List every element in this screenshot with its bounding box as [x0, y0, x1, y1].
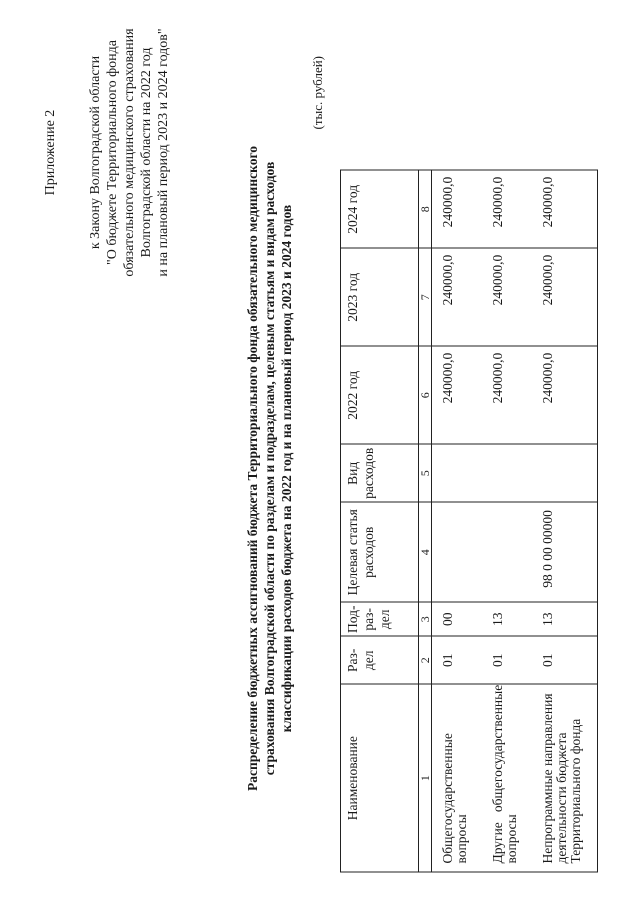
- column-number: 7: [419, 248, 432, 346]
- row-name: Общегосударственные вопросы: [432, 684, 482, 872]
- row-2024: 240000,0: [532, 170, 598, 248]
- row-2022: 240000,0: [432, 346, 482, 444]
- row-type: [532, 444, 598, 502]
- header-target: Целевая статья расходов: [341, 502, 419, 602]
- column-number: 5: [419, 444, 432, 502]
- row-target: [432, 502, 482, 602]
- row-target: [482, 502, 532, 602]
- unit-label: (тыс. рублей): [310, 55, 325, 130]
- header-2024: 2024 год: [341, 170, 419, 248]
- row-subsection: 13: [482, 602, 532, 636]
- column-number: 4: [419, 502, 432, 602]
- row-2023: 240000,0: [532, 248, 598, 346]
- header-type: Вид расходов: [341, 444, 419, 502]
- header-section: Раз- дел: [341, 636, 419, 684]
- appendix-line: и на плановый период 2023 и 2024 годов": [156, 28, 171, 277]
- row-2023: 240000,0: [482, 248, 532, 346]
- row-2022: 240000,0: [482, 346, 532, 444]
- appendix-line: Волгоградской области на 2022 год: [139, 47, 154, 258]
- row-subsection: 00: [432, 602, 482, 636]
- title-line: страхования Волгоградской области по разделам и подразделам, целевым статьям и видам расходов: [262, 161, 277, 776]
- appendix-line: обязательного медицинского страхования: [122, 28, 137, 277]
- appendix-line: "О бюджете Территориального фонда: [105, 40, 120, 265]
- column-number: 1: [419, 684, 432, 872]
- header-2023: 2023 год: [341, 248, 419, 346]
- row-2024: 240000,0: [432, 170, 482, 248]
- column-number: 3: [419, 602, 432, 636]
- row-name: Непрограммные направления деятельности бюджета Территориального фонда: [532, 684, 598, 872]
- row-target: 98 0 00 00000: [532, 502, 598, 602]
- column-number-row: [419, 170, 432, 872]
- row-name: Другие общегосударственные вопросы: [482, 684, 532, 872]
- row-section: 01: [482, 636, 532, 684]
- title-line: Распределение бюджетных ассигнований бюджета Территориального фонда обязательного медицинского: [245, 146, 260, 791]
- row-2023: 240000,0: [432, 248, 482, 346]
- row-type: [482, 444, 532, 502]
- column-number: 2: [419, 636, 432, 684]
- document-title: [244, 119, 295, 819]
- row-section: 01: [532, 636, 598, 684]
- table-row: [432, 170, 482, 872]
- budget-table: [340, 170, 598, 873]
- header-subsection: Под- раз- дел: [341, 602, 419, 636]
- appendix-header: [42, 3, 172, 303]
- column-number: 8: [419, 170, 432, 248]
- appendix-line: к Закону Волгоградской области: [88, 55, 103, 250]
- title-line: классификации расходов бюджета на 2022 год и на плановый период 2023 и 2024 годов: [279, 204, 294, 733]
- column-number: 6: [419, 346, 432, 444]
- row-type: [432, 444, 482, 502]
- table-row: [532, 170, 598, 872]
- row-subsection: 13: [532, 602, 598, 636]
- row-2022: 240000,0: [532, 346, 598, 444]
- row-section: 01: [432, 636, 482, 684]
- table-row: [482, 170, 532, 872]
- appendix-number: Приложение 2: [43, 109, 58, 196]
- header-name: Наименование: [341, 684, 419, 872]
- header-2022: 2022 год: [341, 346, 419, 444]
- header-row: [341, 170, 419, 872]
- row-2024: 240000,0: [482, 170, 532, 248]
